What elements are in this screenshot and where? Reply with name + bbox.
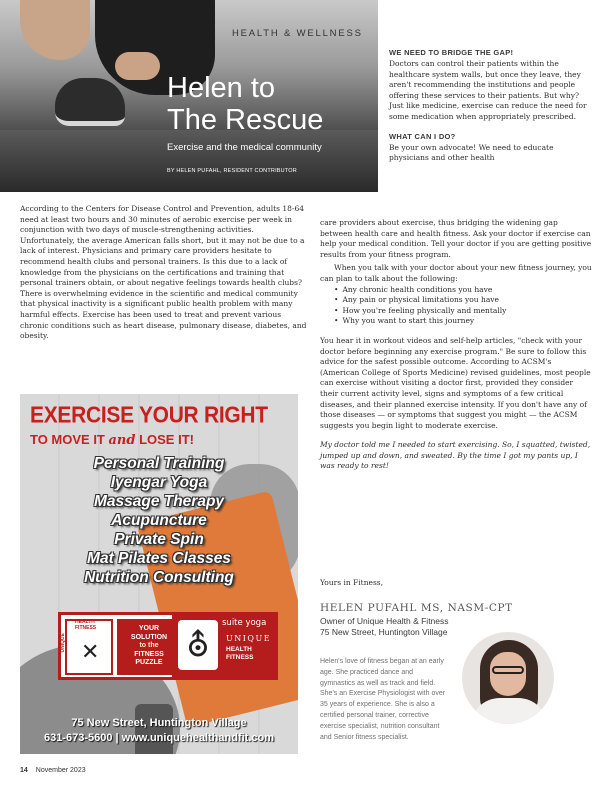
ad-subtitle: TO MOVE IT and LOSE IT!	[30, 432, 194, 448]
ad-services-list	[20, 454, 298, 587]
paragraph: There is overwhelming evidence in the scientific and medical community that physical inactivity is a significant public health problem with many harmful effects. Exercise has been used to treat and prevent various chronic conditions such as heart disease, pulmonary disease, diabetes, and obesity.	[20, 288, 307, 341]
photo-floor	[0, 130, 378, 192]
advertisement	[20, 394, 298, 754]
byline: BY HELEN PUFAHL, RESIDENT CONTRIBUTOR	[167, 168, 297, 174]
service-item: Mat Pilates Classes	[87, 550, 231, 567]
page-number: 14	[20, 767, 28, 774]
author-name: HELEN PUFAHL MS, NASM-CPT	[320, 602, 513, 614]
service-item: Acupuncture	[111, 512, 207, 529]
article-subtitle: Exercise and the medical community	[167, 142, 322, 153]
right-column	[320, 218, 592, 472]
paragraph: When you talk with your doctor about your new fitness journey, you can plan to talk about the following:	[320, 263, 592, 283]
article-title: Helen to The Rescue	[167, 72, 324, 136]
author-details: Owner of Unique Health & Fitness 75 New Street, Huntington Village	[320, 616, 449, 637]
list-item: • Any chronic health conditions you have	[334, 285, 592, 296]
heading-bridge-gap: WE NEED TO BRIDGE THE GAP!	[389, 48, 514, 57]
service-item: Personal Training	[93, 455, 225, 472]
sign-off: Yours in Fitness,	[320, 578, 384, 587]
service-item: Nutrition Consulting	[84, 569, 234, 586]
left-column	[20, 204, 308, 342]
photo-arm	[20, 0, 90, 60]
photo-hand	[115, 52, 160, 80]
paragraph: Be your own advocate! We need to educate physicians and other health	[389, 142, 554, 163]
paragraph: You hear it in workout videos and self-help articles, "check with your doctor before beginning any exercise program." Be sure to follow this advice for the safest possible outcome. According to ACSM's (American College of Sports Medicine) revised guidelines, most people can exercise without visiting a doctor first, provided they consider their current activity level, signs and symptoms of a few critical diseases, and their planned exercise intensity. If you don't have any of those diseases — or symptoms that suggest you might — the ACSM suggests you begin light to moderate exercise.	[320, 335, 591, 430]
suite-yoga-logo: ⛢ suite yoga UNIQUE HEALTH FITNESS	[172, 612, 278, 680]
unique-health-fitness-logo: HEALTH FITNESS ✕ UNIQUE YOUR SOLUTION to the FITNESS PUZZLE	[58, 612, 184, 680]
list-item: • Why you want to start this journey	[334, 316, 592, 327]
photo-sneaker	[55, 78, 125, 126]
paragraph: Doctors can control their patients within the healthcare system walls, but once they leave, they aren't recommending the institutions and people offering these services to their patients. But why? Just like medicine, exercise can reduce the need for some medication when appropriately prescribed.	[389, 59, 587, 121]
section-kicker: HEALTH & WELLNESS	[232, 28, 363, 39]
right-top-column	[389, 48, 594, 164]
list-item: • How you're feeling physically and mentally	[334, 306, 592, 317]
issue-date: November 2023	[35, 767, 86, 774]
page-footer	[20, 767, 86, 774]
service-item: Private Spin	[114, 531, 204, 548]
ad-title: EXERCISE YOUR RIGHT	[30, 402, 268, 429]
quote: My doctor told me I needed to start exercising. So, I squatted, twisted, jumped up and down, and sweated. By the time I got my pants up, I was ready to rest!	[320, 440, 591, 471]
bullet-list	[320, 285, 592, 327]
author-bio: Helen's love of fitness began at an early age. She practiced dance and gymnastics as well as track and field. She's an Exercise Physiologist with over 35 years of experience. She is also a certified personal trainer, corrective exercise specialist, nutrition consultant and Senior fitness specialist.	[320, 658, 446, 741]
paragraph: According to the Centers for Disease Control and Prevention, adults 18-64 need at least two hours and 30 minutes of aerobic exercise per week in conjunction with two days of muscle-strengthening activities. Unfortunately, the average American falls short, but it may not be due to a lack of interest. Physicians and primary care providers hesitate to recommend health clubs and personal trainers. Is this due to a lack of knowledge from the physicians on the certifications and training that personal trainers obtain, or about negative feelings towards health clubs?	[20, 204, 305, 288]
paragraph: care providers about exercise, thus bridging the widening gap between health care and health fitness. Ask your doctor if exercise can help your medical condition. Tell your doctor if you are getting positive results from your fitness program.	[320, 218, 592, 259]
service-item: Iyengar Yoga	[110, 474, 208, 491]
list-item: • Any pain or physical limitations you have	[334, 295, 592, 306]
service-item: Massage Therapy	[93, 493, 225, 510]
yoga-pose-icon: ⛢	[178, 620, 218, 670]
figure-icon: ✕	[81, 639, 100, 664]
heading-what-can-i-do: WHAT CAN I DO?	[389, 131, 456, 141]
author-photo	[462, 632, 554, 724]
ad-contact: 75 New Street, Huntington Village 631-673-5600 | www.uniquehealthandfit.com	[43, 717, 275, 744]
